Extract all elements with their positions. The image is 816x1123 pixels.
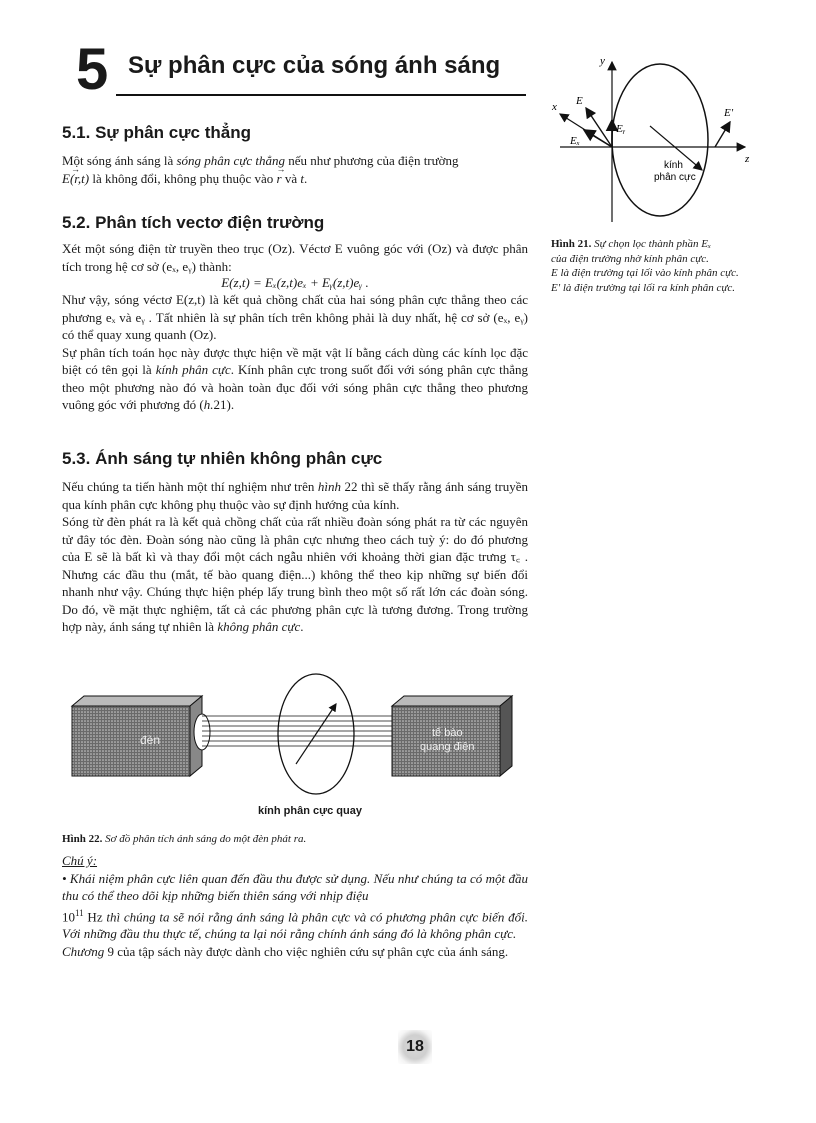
eprime-label: E' [724,107,734,119]
axis-y-label: y [600,55,605,67]
figure-22-lens-label: kính phân cực quay [258,805,362,817]
page-number: 18 [398,1030,432,1064]
paragraph: Xét một sóng điện từ truyền theo trục (Oz). Véctơ E vuông góc với (Oz) và được phân tích trong hệ cơ sở (eₓ, eᵧ) thành: [62,241,528,274]
note-paragraph: Chương 9 của tập sách này được dành cho việc nghiên cứu sự phân cực của ánh sáng. [62,943,509,959]
ex-vector [584,130,612,147]
axis-x-label: x [552,101,557,113]
section-heading-5-2: 5.2. Phân tích vectơ điện trường [62,213,325,232]
e-vector [586,108,612,147]
section-heading-5-1: 5.1. Sự phân cực thẳng [62,123,251,142]
lamp-box [72,696,202,776]
caption-line: Hình 21. Sự chọn lọc thành phần Eₓ [551,238,712,250]
caption-line: E là điện trường tại lối vào kính phân cực. [551,267,739,279]
paragraph: Sự phân tích toán học này được thực hiện về mặt vật lí bằng cách dùng các kính lọc đặc biệt có tên gọi là kính phân cực. Kính phân cực trong suốt đối với sóng phân cực thẳng theo một phương nào đó và hoàn toàn đục đối với sóng phân cực thẳng theo phương vuông góc với phương đó (h.21). [62,344,528,412]
equation: E(z,t) = Eₓ(z,t)eₓ + Eᵧ(z,t)eᵧ . [221,275,369,290]
ex-label: Eₓ [570,135,580,147]
detector-label-line1: tế bào [432,727,463,739]
lamp-aperture [194,714,210,750]
light-beam [202,716,392,746]
lens-label-line2: phân cực [654,172,696,183]
section-5-3-body [62,478,528,636]
chapter-title: Sự phân cực của sóng ánh sáng [128,52,501,79]
caption-line: của điện trường nhờ kính phân cực. [551,252,709,265]
note-paragraph: $10^{11}$ Hz thì chúng ta sẽ nói rằng ánh sáng là phân cực và có phương phân cực biến đổi. Với những đầu thu thực tế, chúng ta lại nói rằng chính ánh sáng đó là không phân cực. [62,907,528,942]
paragraph: → E(r,t) là không đổi, không phụ thuộc vào → r và t. [62,170,528,188]
chapter-number: 5 [76,37,109,102]
eprime-vector [715,122,730,147]
lens-label-line1: kính [664,160,683,171]
section-heading-5-3: 5.3. Ánh sáng tự nhiên không phân cực [62,449,383,468]
caption-line: E' là điện trường tại lối ra kính phân cực. [551,281,735,294]
figure-22 [60,672,520,800]
note-paragraph: • Khái niệm phân cực liên quan đến đầu thu được sử dụng. Nếu như chúng ta có một đầu thu có thể theo dõi kịp những biến thiên sáng với nhịp điệu [62,870,528,903]
paragraph: Một sóng ánh sáng là sóng phân cực thẳng nếu như phương của điện trường [62,153,459,168]
e-label: E [576,95,583,107]
note-block [62,852,528,960]
polarizer-lens-ellipse [612,64,708,216]
section-5-2-body [62,240,528,414]
ey-label: Eᵧ [616,123,626,135]
chapter-rule [116,94,526,96]
paragraph: Như vậy, sóng véctơ E(z,t) là kết quả chồng chất của hai sóng phân cực thẳng theo các phương eₓ và eᵧ . Tất nhiên là sự phân tích trên không phải là duy nhất, hệ cơ sở (eₓ, eᵧ) có thể quay xung quanh (Oz). [62,292,528,342]
figure-21 [540,52,790,232]
note-title: Chú ý: [62,853,98,868]
section-5-1-body [62,152,528,187]
paragraph: Sóng từ đèn phát ra là kết quả chồng chất của rất nhiều đoàn sóng phát ra từ các nguyên tử đây tóc đèn. Đoàn sóng nào cũng là phân cực nhưng theo cách tuỳ ý: do đó phương của E sẽ là bất kì và thay đổi một cách ngẫu nhiên với khoảng thời gian đặc trưng τ꜀ . Nhưng các đầu thu (mắt, tế bào quang điện...) không thể theo kịp những sự biến đổi nhanh như vậy. Chúng thực hiện phép lấy trung bình theo một số rất lớn các đoàn sóng. Do đó, về mặt thực nghiệm, tất cả các phương phân cực là tương đương. Trong trường hợp này, ánh sáng tự nhiên là không phân cực. [62,514,528,634]
polarizer-axis-arrow [296,704,336,764]
detector-label-line2: quang điện [420,741,475,753]
figure-21-caption [551,237,761,295]
axis-z-label: z [745,153,750,165]
lamp-label: đèn [140,733,161,747]
figure-22-caption: Hình 22. Sơ đồ phân tích ánh sáng do một đèn phát ra. [62,833,307,845]
paragraph: Nếu chúng ta tiến hành một thí nghiệm như trên hình 22 thì sẽ thấy rằng ánh sáng truyền qua kính phân cực không phụ thuộc vào sự định hướng của kính. [62,479,529,512]
